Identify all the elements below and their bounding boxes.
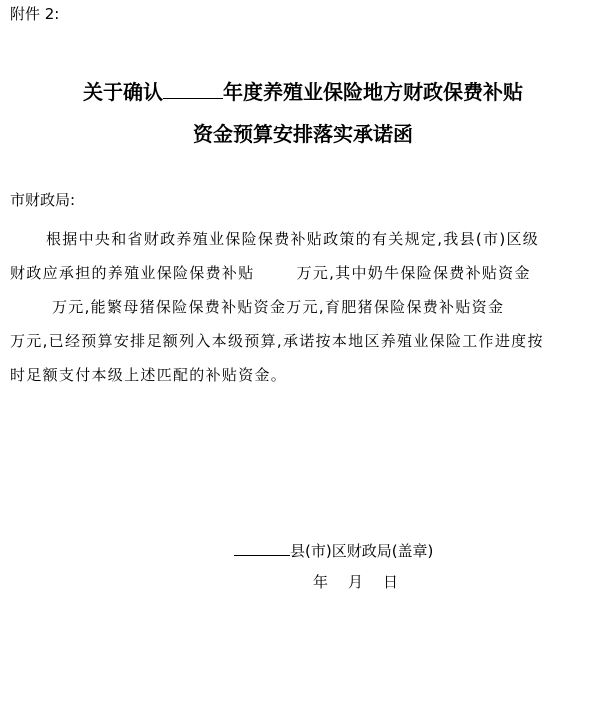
date-line [313,570,398,594]
date-year: 年 [313,573,329,591]
body-paragraph [10,222,550,392]
signature-line [234,538,433,563]
document-title-line1 [0,78,606,106]
document-title-line2 [0,120,606,148]
body-text-3: 万元,能繁母猪保险保费补贴资金 [52,298,287,316]
date-month: 月 [348,573,364,591]
body-text-2: 万元,其中奶牛保险保费补贴资金 [296,264,531,282]
body-text-1: 根据中央和省财政养殖业保险保费补贴政策的有关规定,我县(市)区级财政应承担的养殖业保险保费补贴 [10,230,540,282]
county-blank [234,538,290,556]
title-line2-text: 资金预算安排落实承诺函 [193,122,413,146]
salutation: 市财政局: [10,191,76,209]
date-day: 日 [383,573,399,591]
body-text-5: 万元,已经预算安排足额列入本级预算,承诺按本地区养殖业保险工作进度按时足额支付本级上述匹配的补贴资金。 [10,332,544,384]
body-text-4: 万元,育肥猪保险保费补贴资金 [286,298,505,316]
title-suffix: 年度养殖业保险地方财政保费补贴 [223,80,523,104]
year-blank [163,78,223,99]
signature-text: 县(市)区财政局(盖章) [290,542,434,560]
title-prefix: 关于确认 [83,80,163,104]
attachment-label: 附件 2: [10,5,60,23]
